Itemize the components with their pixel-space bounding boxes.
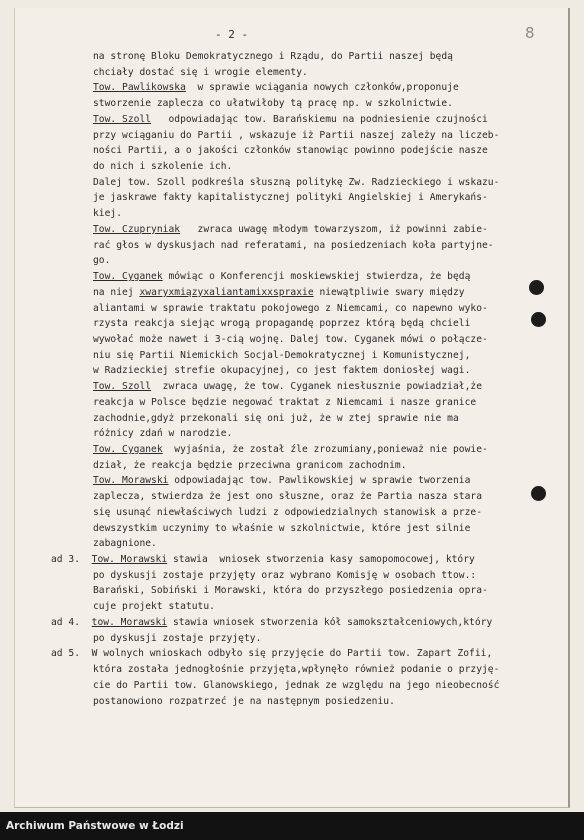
- underlined-text: xwaryxmiązyxaliantamixxspraxie: [139, 286, 314, 298]
- line-text: przy wciąganiu do Partii , wskazuje iż Partii naszej zależy na liczeb-: [93, 129, 500, 141]
- document-page: [14, 8, 570, 808]
- text-line: [93, 177, 499, 189]
- line-text: odpowiadając tow. Barańskiemu na podniesienie czujności: [151, 113, 488, 125]
- text-line: [93, 350, 470, 362]
- line-text: zwraca uwagę młodym towarzyszom, iż powinni zabie-: [180, 223, 488, 235]
- line-text: która została jednogłośnie przyjęta,wpłynęło również podanie o przyję-: [93, 664, 500, 676]
- line-text: dział, że reakcja będzie przeciwna granicom zachodnim.: [93, 459, 407, 471]
- line-text: ności Partii, a o jakości członków stanowiąc powinno podejście nasze: [93, 145, 488, 157]
- punch-hole-icon: [531, 486, 546, 501]
- text-line: [93, 271, 470, 283]
- text-line: [93, 680, 499, 692]
- line-text: niewątpliwie swary między: [313, 286, 465, 298]
- text-line: [93, 413, 459, 425]
- underlined-text: Tow. Cyganek: [93, 271, 163, 283]
- archive-label: Archiwum Państwowe w Łodzi: [6, 820, 184, 832]
- text-line: [93, 428, 232, 440]
- text-line: [51, 554, 475, 566]
- text-line: [93, 145, 488, 157]
- text-line: [93, 664, 499, 676]
- text-line: [93, 570, 476, 582]
- pencil-page-mark: 8: [525, 24, 535, 42]
- line-text: stawia wniosek stworzenia kół samokształceniowych,który: [167, 616, 493, 628]
- line-text: do nich i szkolenie ich.: [93, 161, 233, 173]
- text-line: [93, 475, 470, 487]
- line-text: ad 3.: [51, 554, 92, 566]
- text-line: [93, 633, 261, 645]
- punch-hole-icon: [531, 312, 546, 327]
- line-text: wywołać może nawet i 3-cią wojnę. Dalej tow. Cyganek mówi o połącze-: [93, 333, 488, 345]
- archive-footer: [0, 812, 584, 840]
- line-text: odpowiadając tow. Pawlikowskiej w sprawie tworzenia: [168, 475, 471, 487]
- line-text: stworzenie zaplecza co ułatwiłoby tą pracę np. w szkolnictwie.: [93, 98, 453, 110]
- text-line: [93, 130, 499, 142]
- line-text: w sprawie wciągania nowych członków,proponuje: [185, 82, 459, 94]
- underlined-text: Tow. Szoll: [93, 113, 152, 125]
- text-line: [93, 240, 494, 252]
- line-text: po dyskusji zostaje przyjęty oraz wybrano Komisję w osobach ttow.:: [93, 569, 477, 581]
- text-line: [93, 114, 488, 126]
- text-line: [93, 192, 488, 204]
- line-text: zachodnie,gdyż przekonali się oni już, że w ztej sprawie nie ma: [93, 412, 459, 424]
- text-line: [93, 491, 482, 503]
- underlined-text: tow. Morawski: [91, 616, 168, 628]
- text-line: [93, 334, 488, 346]
- line-text: dewszystkim uczynimy to właśnie w szkolnictwie, które jest silnie: [93, 522, 471, 534]
- line-text: cuje projekt statutu.: [93, 601, 215, 613]
- text-line: [93, 318, 470, 330]
- line-text: w Radzieckiej strefie okupacyjnej, co jest faktem doniosłej wagi.: [93, 365, 471, 377]
- underlined-text: Tow. Morawski: [91, 554, 168, 566]
- line-text: kiej.: [93, 208, 123, 220]
- underlined-text: Tow. Czupryniak: [93, 223, 181, 235]
- text-line: [93, 303, 488, 315]
- line-text: rać głos w dyskusjach nad referatami, na posiedzeniach koła partyjne-: [93, 239, 494, 251]
- line-text: zabagnione.: [93, 538, 157, 550]
- text-line: [93, 224, 488, 236]
- line-text: chciały dostać się i wrogie elementy.: [93, 66, 308, 78]
- line-text: je jaskrawe fakty kapitalistycznej polityki Angielskiej i Amerykańs-: [93, 192, 488, 204]
- underlined-text: Tow. Szoll: [93, 381, 152, 393]
- line-text: wyjaśnia, że został źle zrozumiany,ponieważ nie powie-: [162, 444, 488, 455]
- line-text: Barański, Sobiński i Morawski, która do przyszłego posiedzenia opra-: [93, 585, 488, 597]
- line-text: zwraca uwagę, że tow. Cyganek niesłusznie powiadział,że: [151, 381, 483, 393]
- line-text: mówiąc o Konferencji moskiewskiej stwierdza, że będą: [162, 271, 471, 283]
- text-line: [93, 444, 488, 456]
- text-line: [93, 397, 476, 409]
- underlined-text: Tow. Morawski: [93, 475, 169, 487]
- line-text: stawia wniosek stworzenia kasy samopomocowej, który: [167, 554, 475, 566]
- line-text: różnicy zdań w narodzie.: [93, 428, 233, 440]
- text-line: [93, 523, 470, 535]
- text-line: [93, 507, 482, 519]
- line-text: rzysta reakcja siejąc wrogą propagandę poprzez którą będą chcieli: [93, 318, 471, 330]
- text-line: [51, 617, 492, 629]
- underlined-text: Tow. Cyganek: [93, 444, 163, 455]
- line-text: postanowiono rozpatrzeć je na następnym posiedzeniu.: [93, 695, 395, 707]
- text-line: [51, 648, 492, 660]
- text-line: [93, 82, 459, 94]
- line-text: zaplecza, stwierdza że jest ono słuszne, oraz że Partia nasza stara: [93, 491, 482, 503]
- text-line: [93, 601, 215, 613]
- text-line: [93, 585, 488, 597]
- line-text: po dyskusji zostaje przyjęty.: [93, 632, 262, 644]
- line-text: na stronę Bloku Demokratycznego i Rządu, do Partii naszej będą: [93, 51, 453, 62]
- text-line: [93, 51, 453, 63]
- line-text: ad 5. W wolnych wnioskach odbyło się przyjęcie do Partii tow. Zapart Zofii,: [51, 648, 493, 660]
- text-line: [93, 696, 395, 708]
- line-text: niu się Partii Niemickich Socjal-Demokratycznej i Komunistycznej,: [93, 349, 471, 361]
- underlined-text: Tow. Pawlikowska: [93, 82, 186, 94]
- line-text: go.: [93, 255, 111, 267]
- text-line: [93, 538, 157, 550]
- line-text: się usunąć niewłaściwych ludzi z odpowiedzialnych stanowisk a prze-: [93, 506, 482, 518]
- text-line: [93, 381, 482, 393]
- text-line: [93, 67, 308, 79]
- text-line: [93, 460, 407, 472]
- line-text: ad 4.: [51, 616, 92, 628]
- line-text: cie do Partii tow. Glanowskiego, jednak ze względu na jego nieobecność: [93, 679, 500, 691]
- text-line: [93, 287, 465, 299]
- text-line: [93, 161, 232, 173]
- page-number: - 2 -: [215, 28, 249, 41]
- text-line: [93, 208, 122, 220]
- line-text: aliantami w sprawie traktatu pokojowego z Niemcami, co napewno wyko-: [93, 302, 488, 314]
- text-line: [93, 98, 453, 110]
- text-line: [93, 365, 470, 377]
- line-text: reakcja w Polsce będzie negować traktat z Niemcami i nasze granice: [93, 396, 477, 408]
- line-text: Dalej tow. Szoll podkreśla słuszną politykę Zw. Radzieckiego i wskazu-: [93, 176, 500, 188]
- punch-hole-icon: [529, 280, 544, 295]
- line-text: na niej: [93, 286, 140, 298]
- text-line: [93, 255, 110, 267]
